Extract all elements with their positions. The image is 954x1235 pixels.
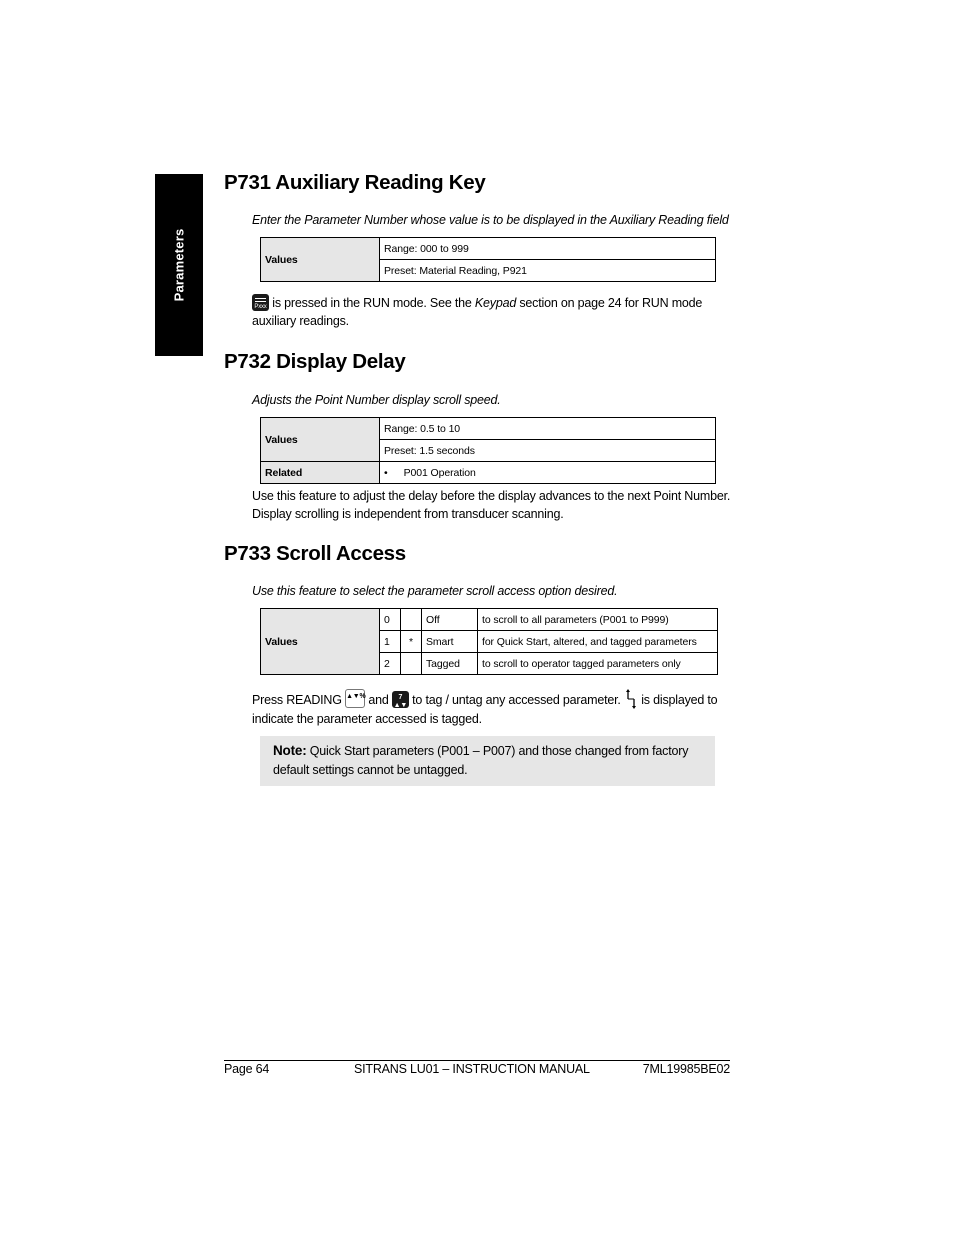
p731-heading: P731 Auxiliary Reading Key — [224, 171, 486, 194]
p732-intro: Adjusts the Point Number display scroll speed. — [252, 393, 501, 407]
table-row: Values 0 Off to scroll to all parameters (P001 to P999) — [261, 609, 718, 631]
p732-heading: P732 Display Delay — [224, 350, 406, 373]
values-label: Values — [261, 418, 380, 462]
footer-title: SITRANS LU01 – INSTRUCTION MANUAL — [354, 1062, 590, 1076]
side-tab — [155, 174, 203, 356]
footer-page-number: Page 64 — [224, 1062, 270, 1076]
parameter-key-icon: Pxxx — [252, 294, 269, 311]
note-label: Note: — [273, 743, 307, 758]
table-row: 2 Tagged to scroll to operator tagged parameters only — [261, 653, 718, 675]
p731-values-table — [260, 237, 716, 282]
p731-intro: Enter the Parameter Number whose value is to be displayed in the Auxiliary Reading field — [252, 213, 729, 227]
tag-key-icon: 7 ▲▼ — [392, 691, 409, 708]
preset-cell: Preset: Material Reading, P921 — [380, 260, 716, 282]
p732-values-table — [260, 417, 716, 484]
tag-indicator-icon — [624, 688, 638, 710]
p732-description: Use this feature to adjust the delay before the display advances to the next Point Number. Display scrolling is independent from transducer scanning. — [252, 489, 731, 521]
note-text: Quick Start parameters (P001 – P007) and those changed from factory default settings cannot be untagged. — [273, 744, 689, 777]
note-box — [260, 736, 715, 786]
footer-rule — [224, 1060, 730, 1061]
p733-values-table — [260, 608, 718, 675]
range-cell: Range: 000 to 999 — [380, 238, 716, 260]
p733-description: Press READING ▲▼% and 7 ▲▼ to tag / untag any accessed parameter. is displayed to indicate the parameter accessed is tagged. — [252, 688, 730, 728]
values-label: Values — [261, 238, 380, 282]
range-cell: Range: 0.5 to 10 — [380, 418, 716, 440]
related-item: P001 Operation — [403, 466, 476, 479]
p733-intro: Use this feature to select the parameter scroll access option desired. — [252, 584, 618, 598]
preset-cell: Preset: 1.5 seconds — [380, 440, 716, 462]
related-label: Related — [261, 462, 380, 484]
p731-description: Pxxx is pressed in the RUN mode. See the Keypad section on page 24 for RUN mode auxiliary readings. — [252, 296, 703, 328]
footer-doc-code: 7ML19985BE02 — [642, 1062, 730, 1076]
values-label: Values — [261, 609, 380, 675]
side-tab-label: Parameters — [171, 228, 187, 302]
p733-heading: P733 Scroll Access — [224, 542, 406, 565]
reading-key-icon: ▲▼% — [345, 689, 365, 708]
related-cell: • P001 Operation — [380, 462, 716, 484]
table-row: 1 * Smart for Quick Start, altered, and tagged parameters — [261, 631, 718, 653]
